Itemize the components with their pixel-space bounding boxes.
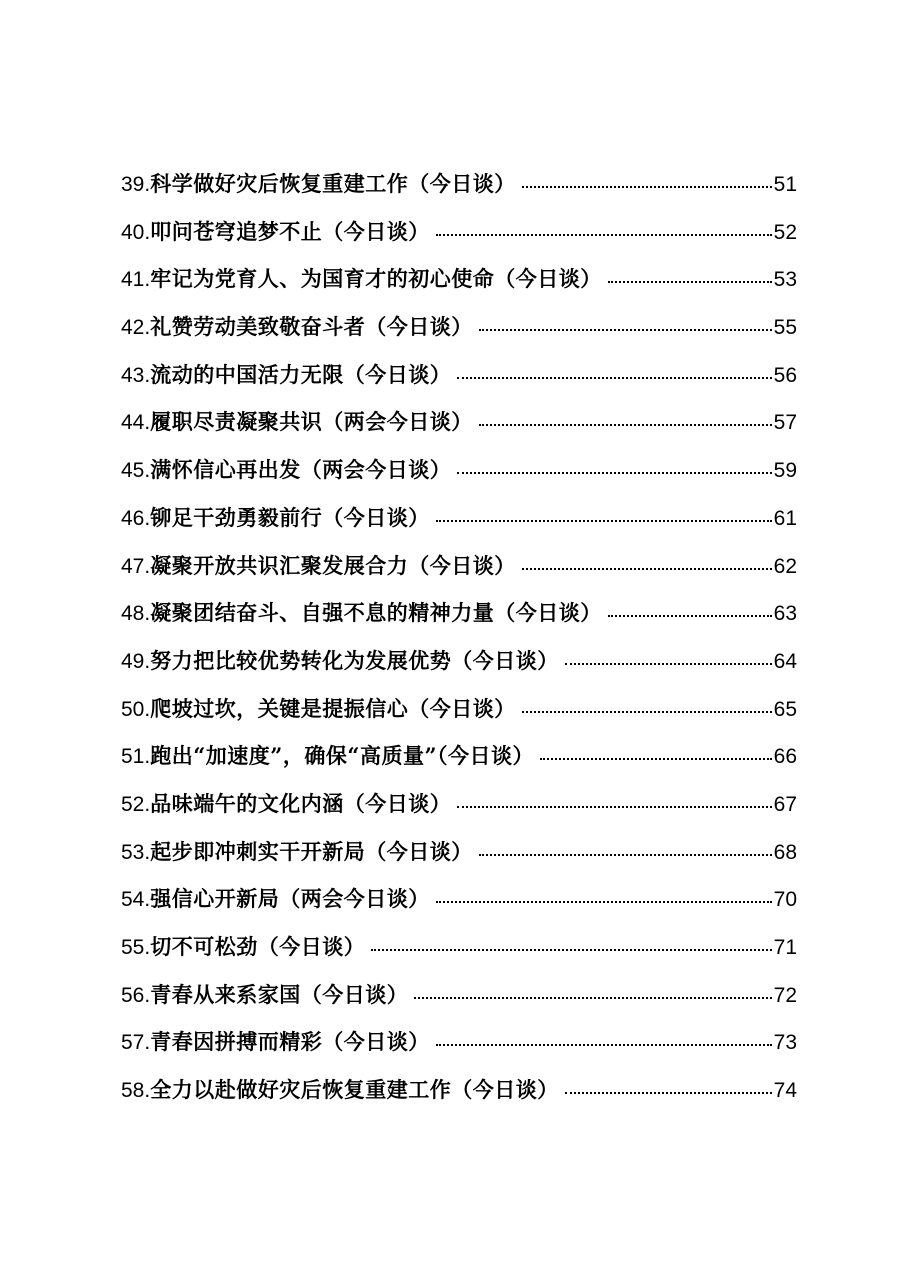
entry-title: 满怀信心再出发（两会今日谈） [150,457,452,483]
entry-page-number: 65 [773,697,797,721]
toc-entry[interactable] [121,494,797,542]
entry-number: 48. [121,602,151,626]
entry-title: 青春因拼搏而精彩（今日谈） [150,1029,430,1055]
entry-number: 42. [121,316,151,340]
toc-entry[interactable] [121,398,797,446]
entry-number: 43. [121,363,151,387]
entry-title: 努力把比较优势转化为发展优势（今日谈） [150,647,559,673]
entry-number: 51. [121,745,151,769]
entry-page-number: 53 [773,268,797,292]
entry-page-number: 57 [773,411,797,435]
dot-leader [414,996,771,999]
dot-leader [565,662,772,665]
entry-page-number: 52 [773,220,797,244]
entry-number: 52. [121,792,151,816]
entry-number: 53. [121,840,151,864]
dot-leader [479,853,772,856]
entry-number: 39. [121,173,151,196]
toc-entry[interactable] [121,208,797,256]
entry-page-number: 70 [773,888,797,912]
entry-page-number: 62 [773,554,797,578]
dot-leader [608,614,772,617]
entry-page-number: 51 [773,173,797,196]
toc-entry[interactable] [121,160,797,208]
dot-leader [522,710,772,713]
entry-title: 牢记为党育人、为国育才的初心使命（今日谈） [150,266,602,292]
toc-entry[interactable] [121,255,797,303]
toc-entry[interactable] [121,732,797,780]
dot-leader [540,757,772,760]
entry-title: 青春从来系家国（今日谈） [150,981,409,1007]
entry-title: 流动的中国活力无限（今日谈） [150,361,452,387]
dot-leader [565,1091,772,1094]
toc-entry[interactable] [121,1018,797,1066]
entry-title: 铆足干劲勇毅前行（今日谈） [150,504,430,530]
entry-page-number: 67 [773,792,797,816]
dot-leader [436,519,772,522]
toc-entry[interactable] [121,446,797,494]
entry-number: 55. [121,936,151,959]
toc-entry[interactable] [121,875,797,923]
table-of-contents [121,160,797,1114]
toc-entry[interactable] [121,589,797,637]
entry-page-number: 66 [773,745,797,769]
entry-number: 47. [121,554,151,578]
entry-number: 54. [121,888,151,912]
entry-page-number: 73 [773,1031,797,1055]
dot-leader [371,948,771,951]
dot-leader [436,1043,772,1046]
dot-leader [436,900,772,903]
entry-title: 履职尽责凝聚共识（两会今日谈） [150,409,473,435]
toc-entry[interactable] [121,351,797,399]
entry-number: 49. [121,649,151,673]
entry-number: 41. [121,268,151,292]
entry-title: 凝聚开放共识汇聚发展合力（今日谈） [150,552,516,578]
dot-leader [457,376,771,379]
dot-leader [436,233,772,236]
toc-entry[interactable] [121,637,797,685]
entry-number: 44. [121,411,151,435]
toc-entry[interactable] [121,303,797,351]
dot-leader [457,805,771,808]
entry-page-number: 61 [773,506,797,530]
dot-leader [608,280,772,283]
entry-number: 46. [121,506,151,530]
entry-title: 切不可松劲（今日谈） [150,934,366,959]
entry-title: 品味端午的文化内涵（今日谈） [150,790,452,816]
dot-leader [479,328,772,331]
entry-title: 礼赞劳动美致敬奋斗者（今日谈） [150,314,473,340]
entry-title: 爬坡过坎，关键是提振信心（今日谈） [150,695,516,721]
dot-leader [457,471,771,474]
entry-title: 叩问苍穹追梦不止（今日谈） [150,218,430,244]
dot-leader [522,185,772,188]
toc-entry[interactable] [121,685,797,733]
entry-page-number: 63 [773,602,797,626]
entry-page-number: 71 [773,936,797,959]
entry-title: 跑出“加速度”，确保“高质量”（今日谈） [150,743,535,769]
entry-page-number: 55 [773,316,797,340]
toc-entry[interactable] [121,923,797,971]
entry-page-number: 68 [773,840,797,864]
toc-entry[interactable] [121,780,797,828]
entry-page-number: 72 [773,983,797,1007]
toc-entry[interactable] [121,971,797,1019]
entry-page-number: 59 [773,459,797,483]
toc-entry[interactable] [121,828,797,876]
entry-number: 45. [121,459,151,483]
entry-title: 科学做好灾后恢复重建工作（今日谈） [150,171,516,196]
entry-title: 全力以赴做好灾后恢复重建工作（今日谈） [150,1077,559,1103]
toc-entry[interactable] [121,542,797,590]
dot-leader [479,423,772,426]
entry-page-number: 74 [773,1079,797,1103]
entry-number: 40. [121,220,151,244]
entry-page-number: 56 [773,363,797,387]
entry-number: 50. [121,697,151,721]
entry-title: 强信心开新局（两会今日谈） [150,886,430,912]
entry-number: 58. [121,1079,151,1103]
toc-entry[interactable] [121,1066,797,1114]
dot-leader [522,567,772,570]
entry-page-number: 64 [773,649,797,673]
entry-title: 凝聚团结奋斗、自强不息的精神力量（今日谈） [150,600,602,626]
entry-number: 57. [121,1031,151,1055]
entry-title: 起步即冲刺实干开新局（今日谈） [150,838,473,864]
entry-number: 56. [121,983,151,1007]
